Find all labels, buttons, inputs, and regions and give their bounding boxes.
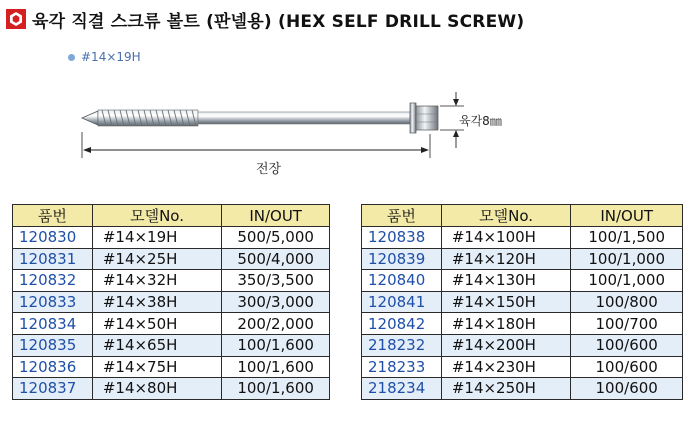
page-header [6, 6, 524, 32]
in-out-qty: 200/2,000 [222, 313, 330, 335]
product-code: 218234 [362, 378, 442, 400]
model-number: #14×130H [441, 270, 571, 292]
in-out-qty: 100/700 [571, 313, 683, 335]
table-row [362, 291, 683, 313]
table-row [362, 378, 683, 400]
in-out-qty: 100/600 [571, 378, 683, 400]
length-label: 전장 [256, 162, 282, 177]
model-number: #14×100H [441, 227, 571, 249]
product-code: 120842 [362, 313, 442, 335]
hex-logo-icon [6, 9, 26, 29]
table-row [13, 356, 330, 378]
product-code: 120830 [13, 227, 93, 249]
header-inout: IN/OUT [222, 205, 330, 227]
in-out-qty: 100/1,600 [222, 334, 330, 356]
product-code: 120836 [13, 356, 93, 378]
model-number: #14×120H [441, 248, 571, 270]
variant-label: #14×19H [81, 50, 141, 64]
bullet-icon [68, 54, 75, 61]
model-number: #14×19H [92, 227, 221, 249]
in-out-qty: 500/4,000 [222, 248, 330, 270]
table-row [13, 248, 330, 270]
table-row [13, 227, 330, 249]
header-code: 품번 [362, 205, 442, 227]
in-out-qty: 100/1,000 [571, 270, 683, 292]
model-number: #14×80H [92, 378, 221, 400]
in-out-qty: 100/600 [571, 356, 683, 378]
model-number: #14×200H [441, 334, 571, 356]
model-number: #14×38H [92, 291, 221, 313]
table-row [13, 378, 330, 400]
product-code: 120839 [362, 248, 442, 270]
in-out-qty: 100/1,600 [222, 378, 330, 400]
page-title: 육각 직결 스크류 볼트 (판넬용) (HEX SELF DRILL SCREW) [32, 11, 525, 32]
product-code: 120841 [362, 291, 442, 313]
in-out-qty: 100/1,000 [571, 248, 683, 270]
table-row [13, 270, 330, 292]
screw-diagram [0, 70, 700, 180]
product-code: 218233 [362, 356, 442, 378]
header-code: 품번 [13, 205, 93, 227]
product-table-left [12, 204, 330, 400]
drill-tip-icon [82, 111, 98, 125]
product-code: 218232 [362, 334, 442, 356]
table-row [13, 313, 330, 335]
table-row [362, 270, 683, 292]
product-code: 120833 [13, 291, 93, 313]
table-row [362, 334, 683, 356]
product-code: 120832 [13, 270, 93, 292]
model-number: #14×25H [92, 248, 221, 270]
header-model: 모델No. [92, 205, 221, 227]
header-model: 모델No. [441, 205, 571, 227]
product-code: 120837 [13, 378, 93, 400]
table-row [362, 248, 683, 270]
model-number: #14×65H [92, 334, 221, 356]
screw-illustration [0, 70, 700, 180]
model-number: #14×75H [92, 356, 221, 378]
in-out-qty: 100/1,600 [222, 356, 330, 378]
header-inout: IN/OUT [571, 205, 683, 227]
model-number: #14×250H [441, 378, 571, 400]
product-code: 120840 [362, 270, 442, 292]
in-out-qty: 100/600 [571, 334, 683, 356]
in-out-qty: 500/5,000 [222, 227, 330, 249]
model-number: #14×180H [441, 313, 571, 335]
variant-caption [68, 50, 141, 64]
table-row [13, 334, 330, 356]
model-number: #14×230H [441, 356, 571, 378]
product-code: 120831 [13, 248, 93, 270]
table-header-row [13, 205, 330, 227]
table-row [13, 291, 330, 313]
product-code: 120838 [362, 227, 442, 249]
table-row [362, 356, 683, 378]
product-table-right [361, 204, 683, 400]
table-header-row [362, 205, 683, 227]
model-number: #14×150H [441, 291, 571, 313]
in-out-qty: 300/3,000 [222, 291, 330, 313]
in-out-qty: 350/3,500 [222, 270, 330, 292]
product-code: 120835 [13, 334, 93, 356]
in-out-qty: 100/800 [571, 291, 683, 313]
model-number: #14×32H [92, 270, 221, 292]
head-size-label: 육각8㎜ [459, 114, 502, 128]
table-row [362, 227, 683, 249]
model-number: #14×50H [92, 313, 221, 335]
in-out-qty: 100/1,500 [571, 227, 683, 249]
table-row [362, 313, 683, 335]
product-code: 120834 [13, 313, 93, 335]
